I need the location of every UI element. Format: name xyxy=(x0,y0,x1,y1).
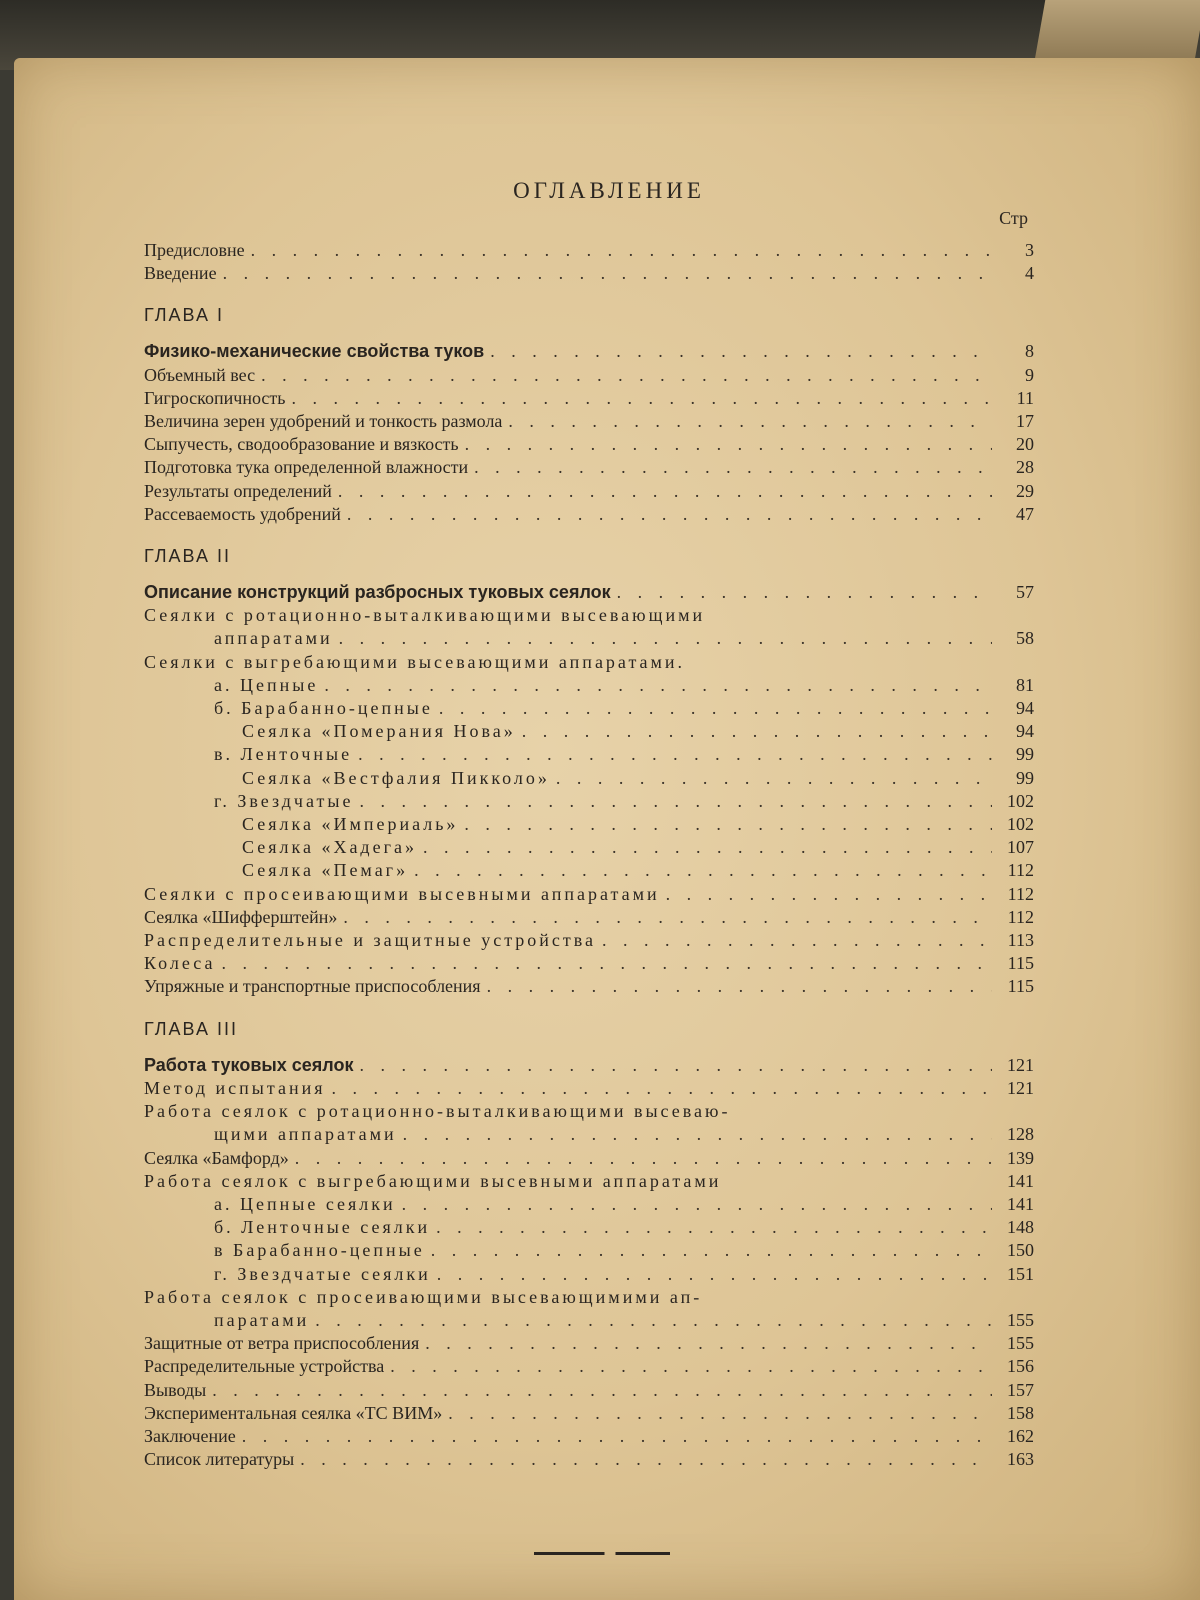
toc-entry-page: 28 xyxy=(1016,457,1034,478)
toc-entry-title: Предисловне xyxy=(144,240,245,260)
toc-entry-title: Сеялка «Пемаг» xyxy=(242,860,409,881)
toc-entry xyxy=(144,364,1034,387)
toc-entry xyxy=(144,387,1034,410)
book-page xyxy=(14,58,1200,1600)
toc-entry-title: щими аппаратами xyxy=(214,1124,397,1145)
toc-entry-page: 112 xyxy=(1007,906,1034,927)
toc-entry-page: 121 xyxy=(1007,1077,1034,1098)
dot-leader xyxy=(402,1193,992,1216)
toc-entry xyxy=(144,697,1034,720)
toc-entry xyxy=(144,604,1034,627)
toc-entry xyxy=(144,1077,1034,1100)
adjacent-book-edge xyxy=(1035,0,1200,60)
chapter-list xyxy=(144,305,1034,1471)
toc-entry xyxy=(144,456,1034,479)
toc-entry-title: Физико-механические свойства туков xyxy=(144,341,485,362)
toc-entry-page: 107 xyxy=(1007,837,1034,858)
dot-leader xyxy=(556,767,992,790)
dot-leader xyxy=(251,239,992,262)
toc-entry-title: Сеялка «Померания Нова» xyxy=(242,721,516,742)
toc-entry-title: Распределительные и защитные устройства xyxy=(144,930,597,951)
toc-entry-page: 3 xyxy=(1025,240,1034,260)
toc-entry-page: 11 xyxy=(1016,387,1034,408)
dot-leader xyxy=(261,364,992,387)
toc-entry-title: Работа туковых сеялок xyxy=(144,1054,354,1075)
toc-entry-page: 162 xyxy=(1007,1425,1034,1446)
toc-entry-title: а. Цепные сеялки xyxy=(214,1193,396,1214)
toc-entry-title: паратами xyxy=(214,1309,310,1330)
toc-entry-page: 115 xyxy=(1007,953,1034,974)
toc-entry xyxy=(144,1216,1034,1239)
toc-entry-title: Сеялка «Империаль» xyxy=(242,814,459,835)
dot-leader xyxy=(436,1216,992,1239)
toc-entry xyxy=(144,1123,1034,1146)
toc-entry xyxy=(144,1402,1034,1425)
toc-entry-page: 99 xyxy=(1016,767,1034,788)
dot-leader xyxy=(403,1123,992,1146)
chapter-heading: ГЛАВА II xyxy=(144,546,231,567)
dot-leader xyxy=(315,1309,992,1332)
toc-entry-title: Описание конструкций разбросных туковых сеялок xyxy=(144,582,611,603)
dot-leader xyxy=(465,433,992,456)
toc-entry xyxy=(144,1054,1034,1077)
dot-leader xyxy=(300,1448,992,1471)
dot-leader xyxy=(339,627,992,650)
toc-entry xyxy=(144,1332,1034,1355)
toc-entry-title: Сеялки с ротационно-выталкивающими высевающими xyxy=(144,605,706,626)
toc-entry-title: Рассеваемость удобрений xyxy=(144,503,341,524)
dot-leader xyxy=(666,883,992,906)
toc-entry-title: Объемный вес xyxy=(144,364,256,385)
toc-entry-title: Колеса xyxy=(144,953,216,974)
toc-entry xyxy=(144,239,1034,262)
dot-leader xyxy=(295,1147,992,1170)
toc-entry-title: б. Барабанно-цепные xyxy=(214,698,433,719)
toc-entry-title: Распределительные устройства xyxy=(144,1356,385,1377)
dot-leader xyxy=(522,720,992,743)
dot-leader xyxy=(291,387,992,410)
toc-entry-page: 17 xyxy=(1016,411,1034,432)
toc-entry xyxy=(144,1425,1034,1448)
toc-entry-title: г. Звездчатые сеялки xyxy=(214,1263,431,1284)
toc-entry xyxy=(144,859,1034,882)
toc-entry xyxy=(144,674,1034,697)
dot-leader xyxy=(474,456,992,479)
toc-entry-page: 57 xyxy=(1016,582,1034,603)
toc-entry-title: в. Ленточные xyxy=(214,744,353,765)
toc-entry-title: г. Звездчатые xyxy=(214,790,354,811)
toc-entry-page: 150 xyxy=(1007,1240,1034,1261)
toc-entry xyxy=(144,836,1034,859)
toc-entry-page: 139 xyxy=(1007,1147,1034,1168)
toc-entry xyxy=(144,1263,1034,1286)
toc-entry xyxy=(144,767,1034,790)
toc-entry-page: 112 xyxy=(1007,883,1034,904)
toc-entry xyxy=(144,720,1034,743)
dot-leader xyxy=(617,581,992,604)
toc-entry xyxy=(144,1379,1034,1402)
dot-leader xyxy=(223,262,992,285)
toc-entry xyxy=(144,975,1034,998)
toc-entry-page: 94 xyxy=(1016,721,1034,742)
dot-leader xyxy=(332,1077,993,1100)
toc-entry xyxy=(144,790,1034,813)
toc-entry-title: Метод испытания xyxy=(144,1077,326,1098)
toc-entry-title: Экспериментальная сеялка «ТС ВИМ» xyxy=(144,1402,443,1423)
toc-entry-title: Результаты определений xyxy=(144,480,332,501)
toc-entry xyxy=(144,1355,1034,1378)
toc-entry-page: 148 xyxy=(1007,1217,1034,1238)
dot-leader xyxy=(347,503,992,526)
toc-entry-page: 58 xyxy=(1016,628,1034,649)
toc-entry-title: аппаратами xyxy=(214,628,333,649)
toc-entry-page: 29 xyxy=(1016,480,1034,501)
toc-entry-page: 102 xyxy=(1007,814,1034,835)
chapter-heading: ГЛАВА I xyxy=(144,305,224,326)
dot-leader xyxy=(423,836,992,859)
toc-entry xyxy=(144,1286,1034,1309)
toc-entry-title: Сыпучесть, сводообразование и вязкость xyxy=(144,434,459,455)
toc-entry xyxy=(144,929,1034,952)
toc-entry xyxy=(144,952,1034,975)
dot-leader xyxy=(439,697,992,720)
toc-entry-page: 47 xyxy=(1016,503,1034,524)
toc-entry-title: Сеялки с выгребающими высевающими аппаратами. xyxy=(144,651,686,672)
toc-entry-page: 158 xyxy=(1007,1402,1034,1423)
toc-entry-title: а. Цепные xyxy=(214,674,319,695)
page-column-label: Стр xyxy=(999,208,1028,228)
toc-entry xyxy=(144,906,1034,929)
toc-entry xyxy=(144,480,1034,503)
table-of-contents xyxy=(144,178,1034,1471)
dot-leader xyxy=(338,480,992,503)
dot-leader xyxy=(431,1239,992,1262)
toc-entry-page: 156 xyxy=(1007,1356,1034,1377)
toc-entry-title: в Барабанно-цепные xyxy=(214,1240,425,1261)
toc-entry xyxy=(144,433,1034,456)
toc-entry-page: 20 xyxy=(1016,434,1034,455)
toc-entry-title: Сеялка «Хадега» xyxy=(242,837,417,858)
dot-leader xyxy=(448,1402,992,1425)
toc-entry-page: 113 xyxy=(1007,930,1034,951)
toc-entry xyxy=(144,262,1034,285)
dot-leader xyxy=(242,1425,992,1448)
toc-entry-title: Сеялка «Вестфалия Пикколо» xyxy=(242,767,550,788)
toc-entry-title: Сеялка «Бамфорд» xyxy=(144,1147,289,1168)
dot-leader xyxy=(437,1263,992,1286)
toc-entry-page: 8 xyxy=(1025,341,1034,362)
dot-leader xyxy=(343,906,992,929)
toc-entry-page: 102 xyxy=(1007,790,1034,811)
toc-entry-page: 141 xyxy=(1007,1170,1034,1191)
dot-leader xyxy=(414,859,992,882)
toc-entry xyxy=(144,1309,1034,1332)
toc-entry xyxy=(144,1448,1034,1471)
toc-entry xyxy=(144,1193,1034,1216)
dot-leader xyxy=(359,790,992,813)
toc-entry-page: 4 xyxy=(1025,263,1034,284)
dot-leader xyxy=(212,1379,992,1402)
dot-leader xyxy=(602,929,992,952)
toc-entry-title: Введение xyxy=(144,263,217,284)
toc-entry-title: Заключение xyxy=(144,1425,236,1446)
toc-entry-title: Величина зерен удобрений и тонкость размола xyxy=(144,411,503,432)
intro-entries xyxy=(144,239,1034,285)
toc-entry-page: 157 xyxy=(1007,1379,1034,1400)
toc-entry-title: Подготовка тука определенной влажности xyxy=(144,457,469,478)
toc-entry-page: 115 xyxy=(1007,976,1034,997)
toc-entry-page: 163 xyxy=(1007,1449,1034,1470)
chapter-heading: ГЛАВА III xyxy=(144,1018,238,1039)
toc-entry xyxy=(144,410,1034,433)
toc-entry-page: 81 xyxy=(1016,674,1034,695)
toc-entry-title: Выводы xyxy=(144,1379,207,1400)
toc-entry-page: 121 xyxy=(1007,1054,1034,1075)
toc-entry-page: 94 xyxy=(1016,698,1034,719)
dot-leader xyxy=(464,813,992,836)
toc-entry-title: б. Ленточные сеялки xyxy=(214,1217,431,1238)
toc-entry xyxy=(144,743,1034,766)
dot-leader xyxy=(490,340,992,363)
closing-rule xyxy=(534,1552,670,1555)
dot-leader xyxy=(222,952,993,975)
toc-entry xyxy=(144,1147,1034,1170)
toc-entry xyxy=(144,813,1034,836)
toc-entry-title: Сеялки с просеивающими высевными аппаратами xyxy=(144,883,660,904)
toc-entry-title: Работа сеялок с просеивающими высевающимими ап- xyxy=(144,1286,703,1307)
toc-entry-title: Работа сеялок с выгребающими высевными аппаратами xyxy=(144,1170,722,1191)
toc-entry-title: Гигроскопичность xyxy=(144,387,286,408)
toc-entry-page: 155 xyxy=(1007,1333,1034,1354)
toc-entry-page: 155 xyxy=(1007,1309,1034,1330)
toc-entry xyxy=(144,1239,1034,1262)
dot-leader xyxy=(324,674,992,697)
toc-entry-page: 128 xyxy=(1007,1124,1034,1145)
dot-leader xyxy=(360,1054,993,1077)
toc-entry-page: 9 xyxy=(1025,364,1034,385)
toc-entry-page: 99 xyxy=(1016,744,1034,765)
dot-leader xyxy=(487,975,992,998)
dot-leader xyxy=(425,1332,992,1355)
toc-entry-title: Список литературы xyxy=(144,1449,295,1470)
page-title: ОГЛАВЛЕНИЕ xyxy=(513,178,705,203)
toc-entry xyxy=(144,1100,1034,1123)
toc-entry-page: 112 xyxy=(1007,860,1034,881)
toc-entry xyxy=(144,627,1034,650)
toc-entry xyxy=(144,651,1034,674)
toc-entry-title: Работа сеялок с ротационно-выталкивающими высеваю- xyxy=(144,1101,731,1122)
toc-entry xyxy=(144,883,1034,906)
toc-entry xyxy=(144,581,1034,604)
dot-leader xyxy=(508,410,992,433)
dot-leader xyxy=(358,743,992,766)
toc-entry-page: 141 xyxy=(1007,1193,1034,1214)
toc-entry-page: 151 xyxy=(1007,1263,1034,1284)
toc-entry-title: Защитные от ветра приспособления xyxy=(144,1333,420,1354)
toc-entry-title: Сеялка «Шифферштейн» xyxy=(144,906,338,927)
toc-entry xyxy=(144,340,1034,363)
toc-entry xyxy=(144,503,1034,526)
toc-entry xyxy=(144,1170,1034,1193)
toc-entry-title: Упряжные и транспортные приспособления xyxy=(144,976,481,997)
dot-leader xyxy=(390,1355,992,1378)
